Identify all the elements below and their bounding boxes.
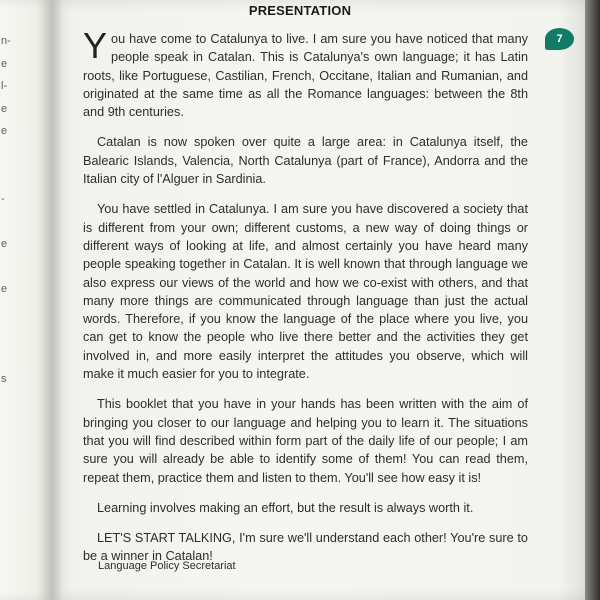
left-edge-mark — [0, 165, 20, 188]
signature: Language Policy Secretariat — [98, 560, 236, 572]
left-edge-mark — [0, 143, 20, 166]
left-edge-mark: e — [1, 125, 8, 137]
left-edge-mark — [0, 255, 20, 278]
left-edge-mark: n- — [1, 35, 11, 47]
left-edge-mark: l- — [1, 80, 8, 92]
paragraph-settled: You have settled in Catalunya. I am sure you have discovered a society that is different from your own; different customs, a new way of doing things or different ways of looking at life, and almost certainly you have heard many people speaking together in Catalan. It is well known that through language we also express our views of the world and how we co-exist with others, and that many more things are communicated through language than just the actual words. Therefore, if you know the language of the place where you live, you can get to know the people who live there better and the activities they get involved in, and more easily interpret the attitudes you observe, which will make it much easier for you to integrate. — [83, 202, 528, 382]
left-edge-mark: e — [1, 237, 8, 250]
left-edge-mark: s — [1, 372, 7, 385]
page-edge-shadow — [585, 0, 600, 600]
left-edge-mark: e — [1, 282, 8, 295]
left-page — [0, 0, 52, 600]
left-edge-mark — [0, 323, 20, 346]
left-page-edge-text — [0, 30, 20, 390]
page-number-badge: 7 — [545, 28, 574, 50]
left-edge-mark: e — [1, 57, 8, 70]
paragraph-start-talking: LET'S START TALKING, I'm sure we'll understand each other! You're sure to be a winner in Catalan! — [83, 531, 528, 564]
paragraph-learning: Learning involves making an effort, but the result is always worth it. — [97, 500, 474, 515]
page-title: PRESENTATION — [248, 3, 352, 18]
left-edge-mark: - — [1, 192, 5, 205]
paragraph-intro: You have come to Catalunya to live. I am sure you have noticed that many people speak in Catalan. This is Catalunya's own language; it has Latin roots, like Portuguese, Castilian, French, Occitane, Italian and Rumanian, and originated at the same time as all the Romance languages: between the 8th and 9th centuries. — [83, 25, 528, 120]
paragraph-booklet: This booklet that you have in your hands has been written with the aim of bringing you closer to our language and helping you to learn it. The situations that you will find described within form part of the daily life of our people; I am sure you will already be able to identify some of them! You can read them, repeat them, practice them and listen to them. You'll see how easy it is! — [83, 397, 528, 485]
left-edge-mark: e — [1, 102, 8, 115]
body-text — [83, 25, 528, 574]
left-edge-mark — [0, 210, 20, 233]
left-edge-mark — [0, 300, 20, 323]
left-edge-mark — [0, 345, 20, 368]
paragraph-spoken-area: Catalan is now spoken over quite a large area: in Catalunya itself, the Balearic Islands, Valencia, North Catalunya (part of France), Andorra and the Italian city of l'Alguer in Sardinia. — [83, 135, 528, 187]
